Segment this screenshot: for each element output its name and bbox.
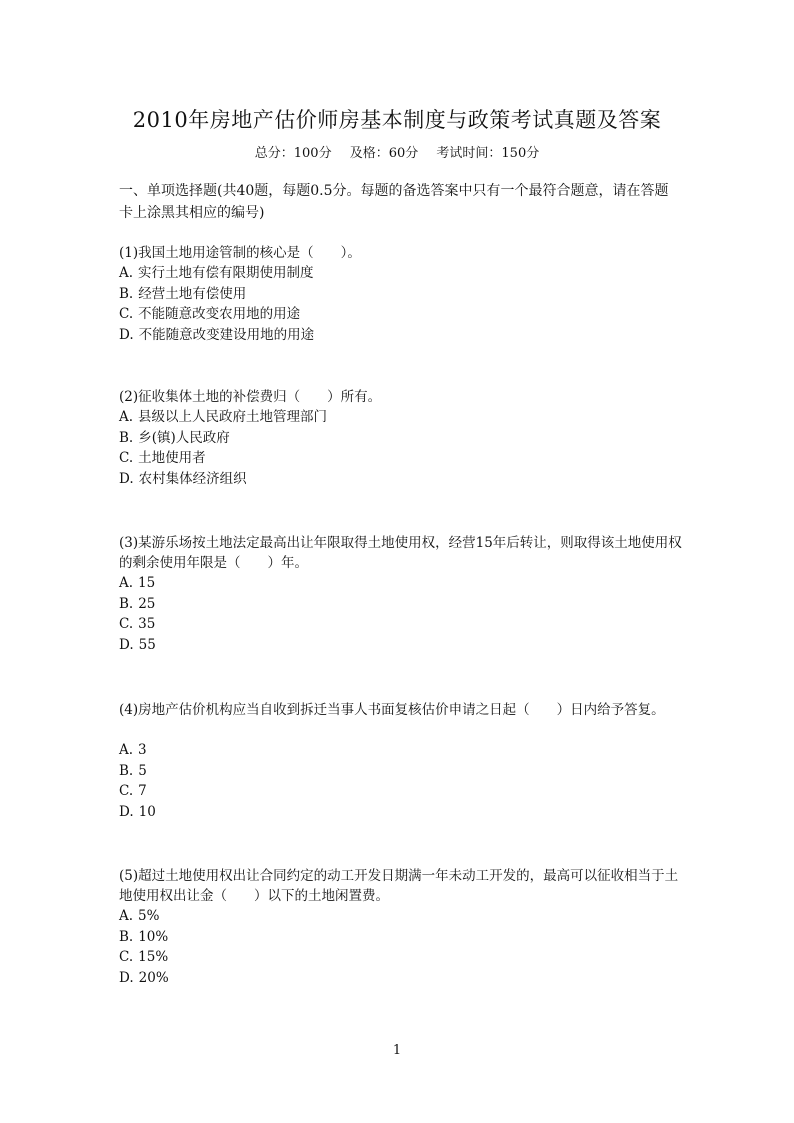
option-text: 25	[138, 595, 156, 612]
option-text: 7	[138, 783, 147, 799]
option-letter: C.	[119, 949, 134, 965]
option-letter: D.	[119, 326, 134, 343]
option-a	[119, 740, 689, 761]
option-a	[119, 906, 689, 927]
option-b	[119, 927, 689, 948]
section-heading: 一、单项选择题(共40题，每题0.5分。每题的备选答案中只有一个最符合题意，请在答题卡上涂黑其相应的编号)	[119, 183, 669, 221]
option-letter: C.	[119, 783, 134, 799]
option-text: 10	[138, 803, 156, 820]
total-score: 总分：100分	[254, 146, 332, 161]
option-letter: A.	[119, 265, 134, 281]
option-c	[119, 781, 689, 802]
option-letter: A.	[119, 575, 134, 591]
option-c	[119, 448, 689, 469]
document-title: 2010年房地产估价师房基本制度与政策考试真题及答案	[132, 108, 662, 132]
option-a	[119, 407, 689, 428]
option-letter: B.	[119, 762, 134, 779]
option-c	[119, 947, 689, 968]
option-text: 经营土地有偿使用	[138, 285, 247, 302]
option-letter: D.	[119, 969, 134, 986]
option-text: 农村集体经济组织	[138, 470, 247, 487]
page-number: 1	[392, 1043, 402, 1058]
option-letter: C.	[119, 616, 134, 632]
option-text: 55	[138, 636, 156, 653]
exam-meta	[0, 142, 794, 161]
option-text: 5%	[138, 908, 160, 924]
option-d	[119, 802, 689, 823]
question-1	[119, 243, 689, 345]
option-letter: A.	[119, 908, 134, 924]
option-b	[119, 284, 689, 305]
option-d	[119, 968, 689, 989]
option-b	[119, 594, 689, 615]
option-letter: B.	[119, 429, 134, 446]
option-d	[119, 635, 689, 656]
question-stem: (5)超过土地使用权出让合同约定的动工开发日期满一年未动工开发的，最高可以征收相当于土地使用权出让金（ ）以下的土地闲置费。	[119, 868, 679, 904]
question-5	[119, 866, 689, 988]
option-text: 不能随意改变农用地的用途	[138, 306, 301, 322]
option-text: 15	[138, 575, 156, 591]
option-list	[119, 407, 689, 489]
option-text: 土地使用者	[138, 450, 206, 466]
option-text: 10%	[138, 928, 169, 945]
option-text: 35	[138, 616, 156, 632]
question-stem: (1)我国土地用途管制的核心是（ ）。	[119, 245, 361, 261]
option-text: 5	[138, 762, 147, 779]
option-c	[119, 304, 689, 325]
question-stem: (3)某游乐场按土地法定最高出让年限取得土地使用权，经营15年后转让，则取得该土地使用权的剩余使用年限是（ ）年。	[119, 535, 682, 571]
question-4	[119, 700, 689, 822]
option-letter: A.	[119, 409, 134, 425]
option-text: 实行土地有偿有限期使用制度	[138, 265, 314, 281]
option-text: 3	[138, 742, 147, 758]
option-b	[119, 761, 689, 782]
question-3	[119, 533, 689, 655]
option-text: 乡(镇)人民政府	[138, 429, 230, 446]
question-2	[119, 387, 689, 489]
option-text: 县级以上人民政府土地管理部门	[138, 409, 328, 425]
option-letter: C.	[119, 450, 134, 466]
option-list	[119, 740, 689, 822]
pass-score: 及格：60分	[349, 146, 419, 161]
question-stem: (2)征收集体土地的补偿费归（ ）所有。	[119, 389, 382, 405]
option-letter: C.	[119, 306, 134, 322]
option-letter: B.	[119, 285, 134, 302]
exam-time: 考试时间：150分	[436, 146, 540, 161]
option-text: 不能随意改变建设用地的用途	[138, 326, 315, 343]
option-list	[119, 263, 689, 345]
option-text: 20%	[138, 969, 169, 986]
option-d	[119, 469, 689, 490]
option-letter: D.	[119, 470, 134, 487]
option-a	[119, 263, 689, 284]
option-c	[119, 614, 689, 635]
option-list	[119, 573, 689, 655]
option-letter: B.	[119, 928, 134, 945]
option-b	[119, 428, 689, 449]
question-stem: (4)房地产估价机构应当自收到拆迁当事人书面复核估价申请之日起（ ）日内给予答复。	[119, 702, 665, 718]
option-letter: A.	[119, 742, 134, 758]
option-text: 15%	[138, 949, 169, 965]
option-a	[119, 573, 689, 594]
option-d	[119, 325, 689, 346]
option-letter: D.	[119, 636, 134, 653]
option-list	[119, 906, 689, 988]
option-letter: D.	[119, 803, 134, 820]
option-letter: B.	[119, 595, 134, 612]
